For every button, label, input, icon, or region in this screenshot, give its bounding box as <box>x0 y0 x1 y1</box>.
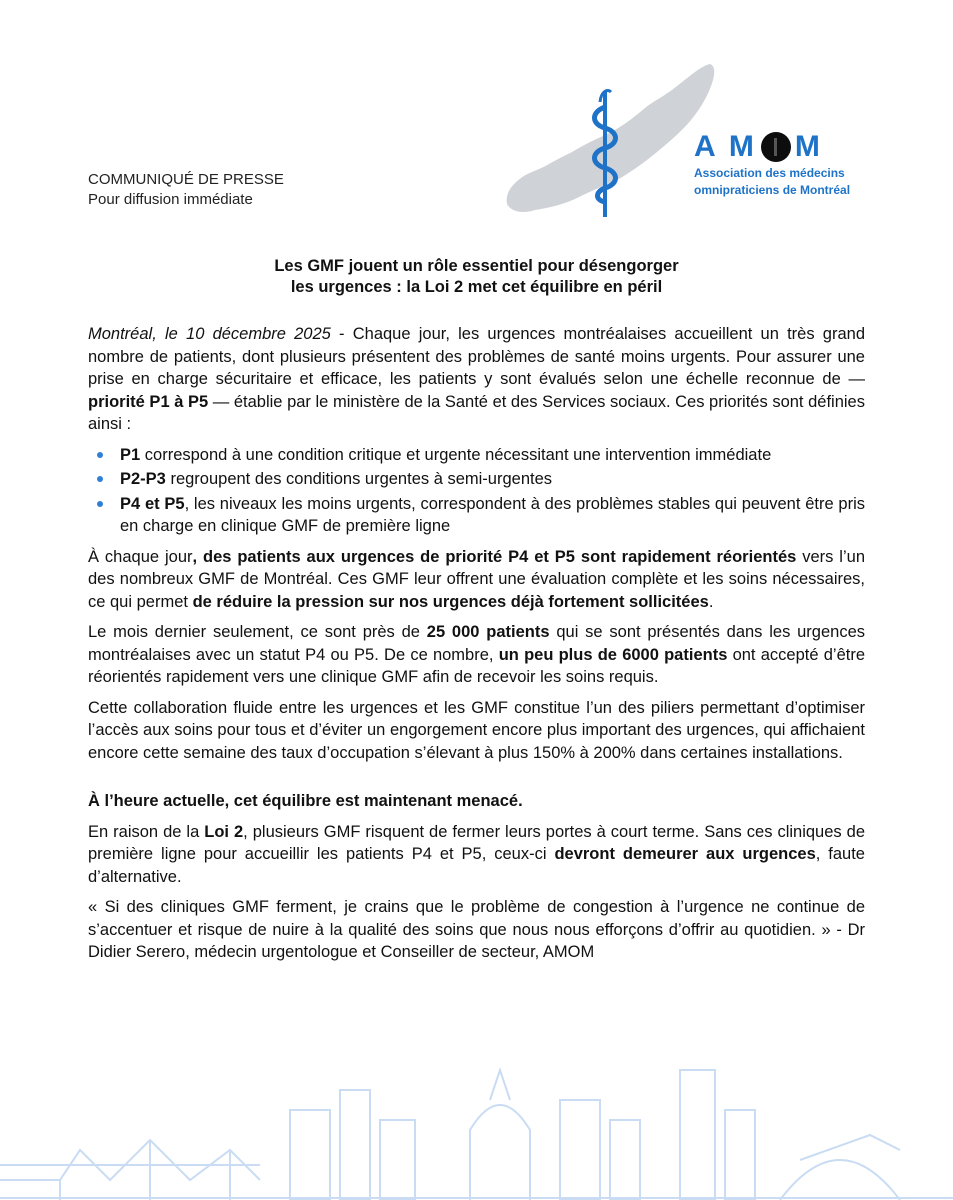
amom-name-line2: omnipraticiens de Montréal <box>694 183 851 197</box>
amom-wordmark: A M M <box>694 130 823 163</box>
list-item: P4 et P5, les niveaux les moins urgents, correspondent à des problèmes stables qui peuvent être pris en charge en clinique GMF de première ligne <box>88 493 865 538</box>
amom-name-line1: Association des médecins <box>694 166 845 180</box>
press-label: COMMUNIQUÉ DE PRESSE <box>88 171 284 188</box>
section-heading: À l’heure actuelle, cet équilibre est maintenant menacé. <box>88 792 523 810</box>
intro-paragraph: Montréal, le 10 décembre 2025 - Chaque jour, les urgences montréalaises accueillent un très grand nombre de patients, dont plusieurs présentent des problèmes de santé moins urgents. Pour assurer une prise en charge sécuritaire et efficace, les patients y sont évalués selon une échelle reconnue de — priorité P1 à P5 — établie par le ministère de la Santé et des Services sociaux. Ces priorités sont définies ainsi : <box>88 325 866 433</box>
law-paragraph: En raison de la Loi 2, plusieurs GMF risquent de fermer leurs portes à court terme. Sans ces cliniques de première ligne pour accueillir les patients P4 et P5, ceux-ci devront demeurer aux urgences, faute d’alternative. <box>88 822 865 886</box>
priority-list <box>88 444 865 538</box>
collaboration-paragraph: Cette collaboration fluide entre les urgences et les GMF constitue l’un des piliers permettant d’optimiser l’accès aux soins pour tous et d’éviter un engorgement encore plus important des urgences, qui affichaient encore cette semaine des taux d’occupation s’élevant à plus 150% à 200% dans certaines installations. <box>88 698 865 762</box>
reorientation-paragraph: À chaque jour, des patients aux urgences de priorité P4 et P5 sont rapidement réorientés vers l’un des nombreux GMF de Montréal. Ces GMF leur offrent une évaluation complète et les soins nécessaires, ce qui permet de réduire la pression sur nos urgences déjà fortement sollicitées. <box>88 547 865 611</box>
press-header <box>88 170 284 210</box>
document-title: Les GMF jouent un rôle essentiel pour désengorger les urgences : la Loi 2 met cet équilibre en péril <box>274 257 679 296</box>
skyline-decoration-icon <box>0 1040 953 1200</box>
list-item: P2-P3 regroupent des conditions urgentes à semi-urgentes <box>88 468 865 491</box>
statistics-paragraph: Le mois dernier seulement, ce sont près de 25 000 patients qui se sont présentés dans les urgences montréalaises avec un statut P4 ou P5. De ce nombre, un peu plus de 6000 patients ont accepté d’être réorientés rapidement vers une clinique GMF afin de recevoir les soins requis. <box>88 623 866 686</box>
list-item: P1 correspond à une condition critique et urgente nécessitant une intervention immédiate <box>88 444 865 467</box>
montreal-island-logo-icon <box>505 62 720 222</box>
document-body <box>88 323 865 972</box>
quote-paragraph: « Si des cliniques GMF ferment, je crains que le problème de congestion à l’urgence ne continue de s’accentuer et risque de nuire à la qualité des soins que nous nous efforçons d’offrir au quotidien. » - Dr Didier Serero, médecin urgentologue et Conseiller de secteur, AMOM <box>88 898 865 961</box>
amom-logo <box>694 130 850 198</box>
caduceus-dot-icon <box>761 132 791 162</box>
press-sublabel: Pour diffusion immédiate <box>88 191 253 208</box>
